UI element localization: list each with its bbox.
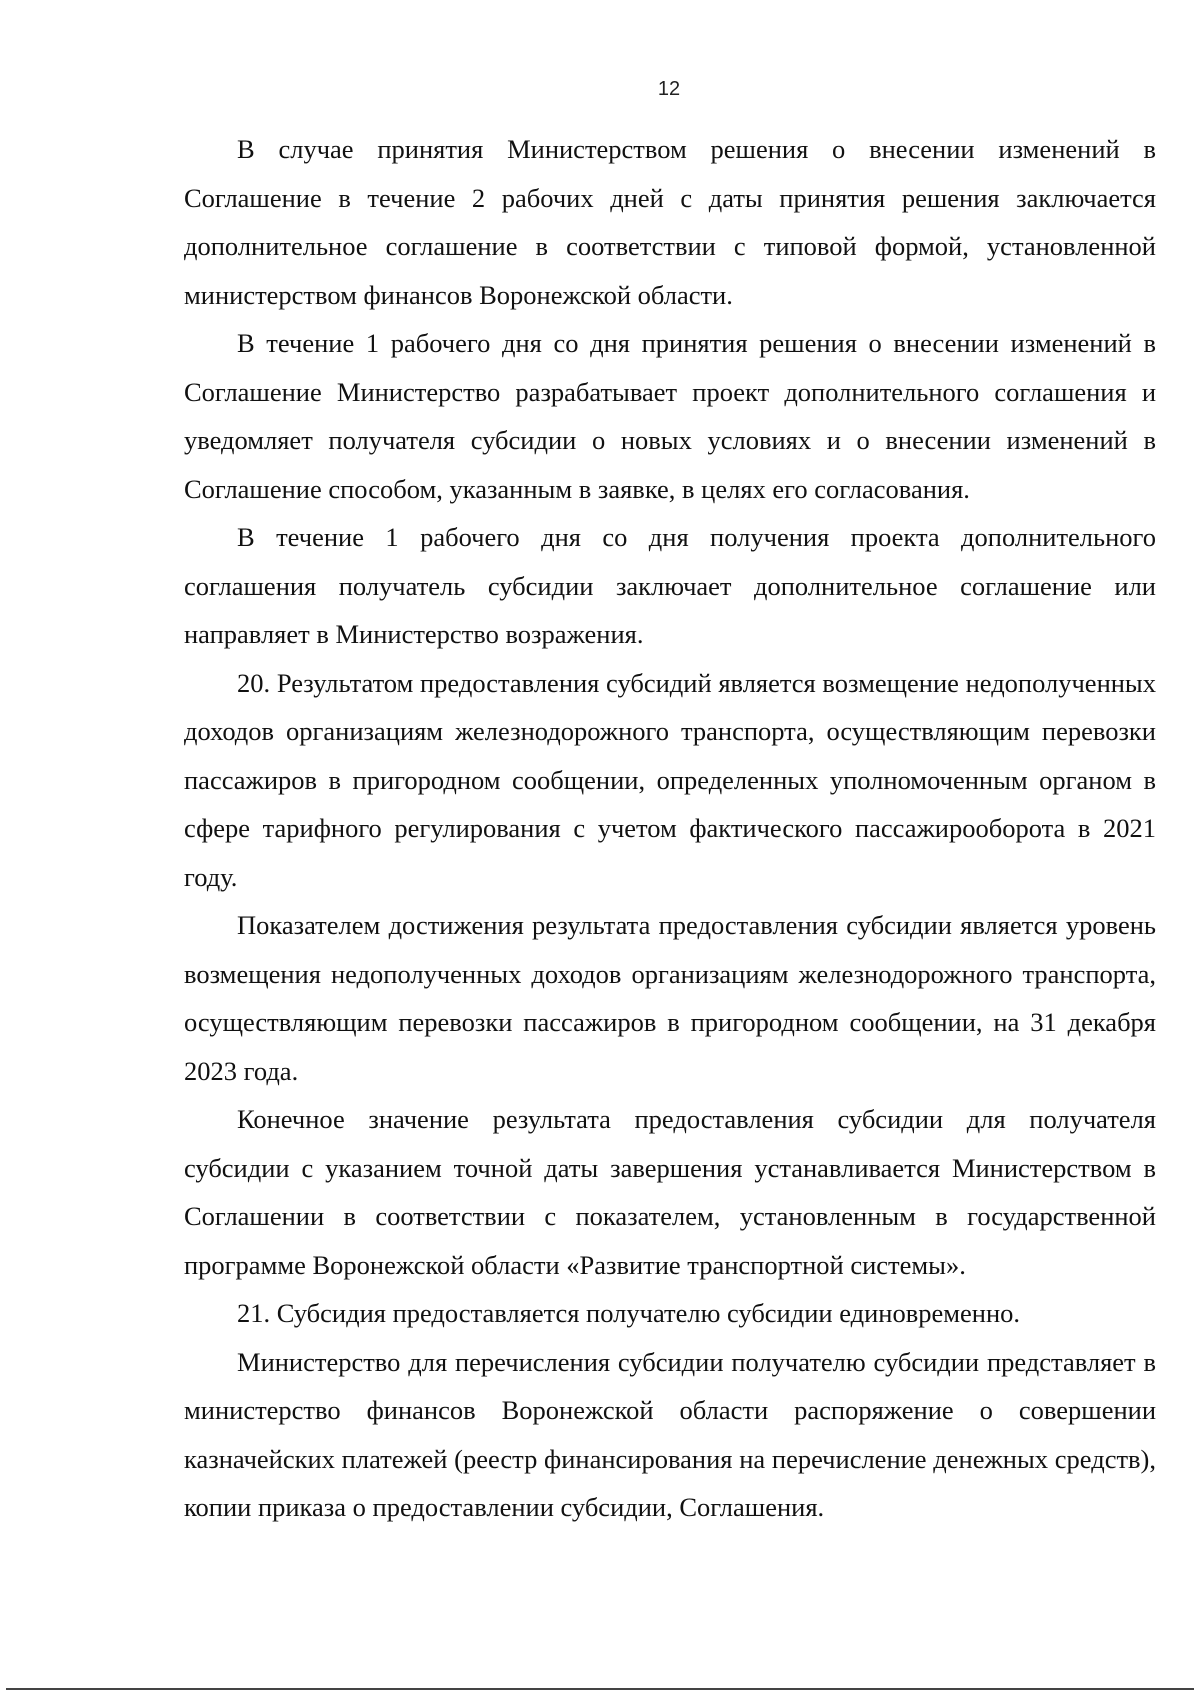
paragraph-section-20-result: 20. Результатом предоставления субсидий является возмещение недополученных доходов организациям железнодорожного транспорта, осуществляющим перевозки пассажиров в пригородном сообщении, определенных уполномоченным органом в сфере тарифного регулирования с учетом фактического пассажирооборота в 2021 году. (184, 667, 1156, 892)
paragraph-result-indicator: Показателем достижения результата предоставления субсидии является уровень возмещения недополученных доходов организациям железнодорожного транспорта, осуществляющим перевозки пассажиров в пригородном сообщении, на 31 декабря 2023 года. (184, 910, 1156, 1086)
paragraph-draft-agreement: В течение 1 рабочего дня со дня принятия решения о внесении изменений в Соглашение Министерство разрабатывает проект дополнительного соглашения и уведомляет получателя субсидии о новых условиях и о внесении изменений в Соглашение способом, указанным в заявке, в целях его согласования. (184, 328, 1156, 504)
paragraph-transfer-documents: Министерство для перечисления субсидии получателю субсидии представляет в министерство финансов Воронежской области распоряжение о совершении казначейских платежей (реестр финансирования на перечисление денежных средств), копии приказа о предоставлении субсидии, Соглашения. (184, 1346, 1156, 1522)
page-number: 12 (657, 78, 681, 100)
paragraph-recipient-response: В течение 1 рабочего дня со дня получения проекта дополнительного соглашения получатель субсидии заключает дополнительное соглашение или направляет в Министерство возражения. (184, 522, 1156, 649)
paragraph-section-21-lump-sum: 21. Субсидия предоставляется получателю субсидии единовременно. (237, 1298, 1021, 1328)
bottom-rule (6, 1688, 1194, 1690)
document-body (184, 125, 1156, 1532)
paragraph-amendment-decision: В случае принятия Министерством решения о внесении изменений в Соглашение в течение 2 рабочих дней с даты принятия решения заключается дополнительное соглашение в соответствии с типовой формой, установленной министерством финансов Воронежской области. (184, 134, 1156, 310)
paragraph-final-value: Конечное значение результата предоставления субсидии для получателя субсидии с указанием точной даты завершения устанавливается Министерством в Соглашении в соответствии с показателем, установленным в государственной программе Воронежской области «Развитие транспортной системы». (184, 1104, 1156, 1280)
